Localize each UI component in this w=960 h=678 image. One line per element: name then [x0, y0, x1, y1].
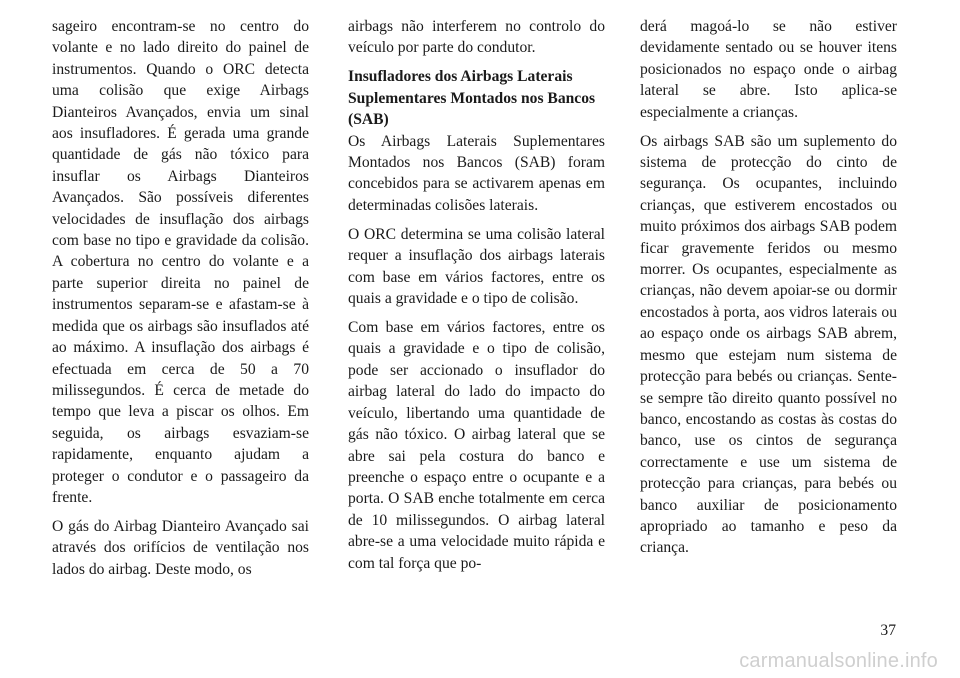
- paragraph: sageiro encontram-se no centro do volante e no lado direito do painel de instrumentos. Quando o ORC detecta uma colisão que exige Airbags Dianteiros Avançados, envia um sinal aos insufladores. É gerada uma grande quantidade de gás não tóxico para insuflar os Airbags Dianteiros Avançados. São possíveis diferentes velocidades de insuflação dos airbags com base no tipo e gravidade da colisão. A cobertura no centro do volante e a parte superior direita no painel de instrumentos separam-se e afastam-se à medida que os airbags são insuflados até ao máximo. A insuflação dos airbags é efectuada em cerca de 50 a 70 milissegundos. É cerca de metade do tempo que leva a piscar os olhos. Em seguida, os airbags esvaziam-se rapidamente, enquanto ajudam a proteger o condutor e o passageiro da frente.: [52, 18, 309, 506]
- paragraph: O ORC determina se uma colisão lateral requer a insuflação dos airbags laterais com base em vários factores, entre os quais a gravidade e o tipo de colisão.: [348, 225, 605, 308]
- paragraph: derá magoá-lo se não estiver devidamente sentado ou se houver itens posicionados no espaço onde o airbag lateral se abre. Isto aplica-se especialmente a crianças.: [640, 18, 897, 121]
- text-column-2: [348, 16, 605, 574]
- paragraph: Os Airbags Laterais Suplementares Montados nos Bancos (SAB) foram concebidos para se activarem apenas em determinadas colisões laterais.: [348, 132, 605, 214]
- paragraph: O gás do Airbag Dianteiro Avançado sai através dos orifícios de ventilação nos lados do airbag. Deste modo, os: [52, 517, 309, 578]
- page-number: 37: [880, 622, 896, 639]
- paragraph: Os airbags SAB são um suplemento do sistema de protecção do cinto de segurança. Os ocupantes, incluindo crianças, que estiverem encostados ou muito próximos dos airbags SAB podem ficar gravemente feridos ou mesmo morrer. Os ocupantes, especialmente as crianças, não devem apoiar-se ou dormir encostados à porta, aos vidros laterais ou ao espaço onde os airbags SAB abrem, mesmo que estejam num sistema de protecção para bebés ou crianças. Sente-se sempre tão direito quanto possível no banco, encostando as costas às costas do banco, use os cintos de segurança correctamente e use um sistema de protecção para crianças, para bebés ou banco auxiliar de posicionamento apropriado ao tamanho e peso da criança.: [640, 132, 897, 557]
- paragraph: airbags não interferem no controlo do veículo por parte do condutor.: [348, 18, 605, 57]
- section-heading: Insufladores dos Airbags Laterais Suplementares Montados nos Bancos (SAB): [348, 68, 596, 129]
- text-column-1: [52, 16, 309, 580]
- paragraph: Com base em vários factores, entre os quais a gravidade e o tipo de colisão, pode ser accionado o insuflador do airbag lateral do lado do impacto do veículo, libertando uma quantidade de gás não tóxico. O airbag lateral que se abre sai pela costura do banco e preenche o espaço entre o ocupante e a porta. O SAB enche totalmente em cerca de 10 milissegundos. O airbag lateral abre-se a uma velocidade muito rápida e com tal força que po-: [348, 319, 605, 572]
- text-column-3: [640, 16, 897, 559]
- watermark: carmanualsonline.info: [739, 650, 938, 672]
